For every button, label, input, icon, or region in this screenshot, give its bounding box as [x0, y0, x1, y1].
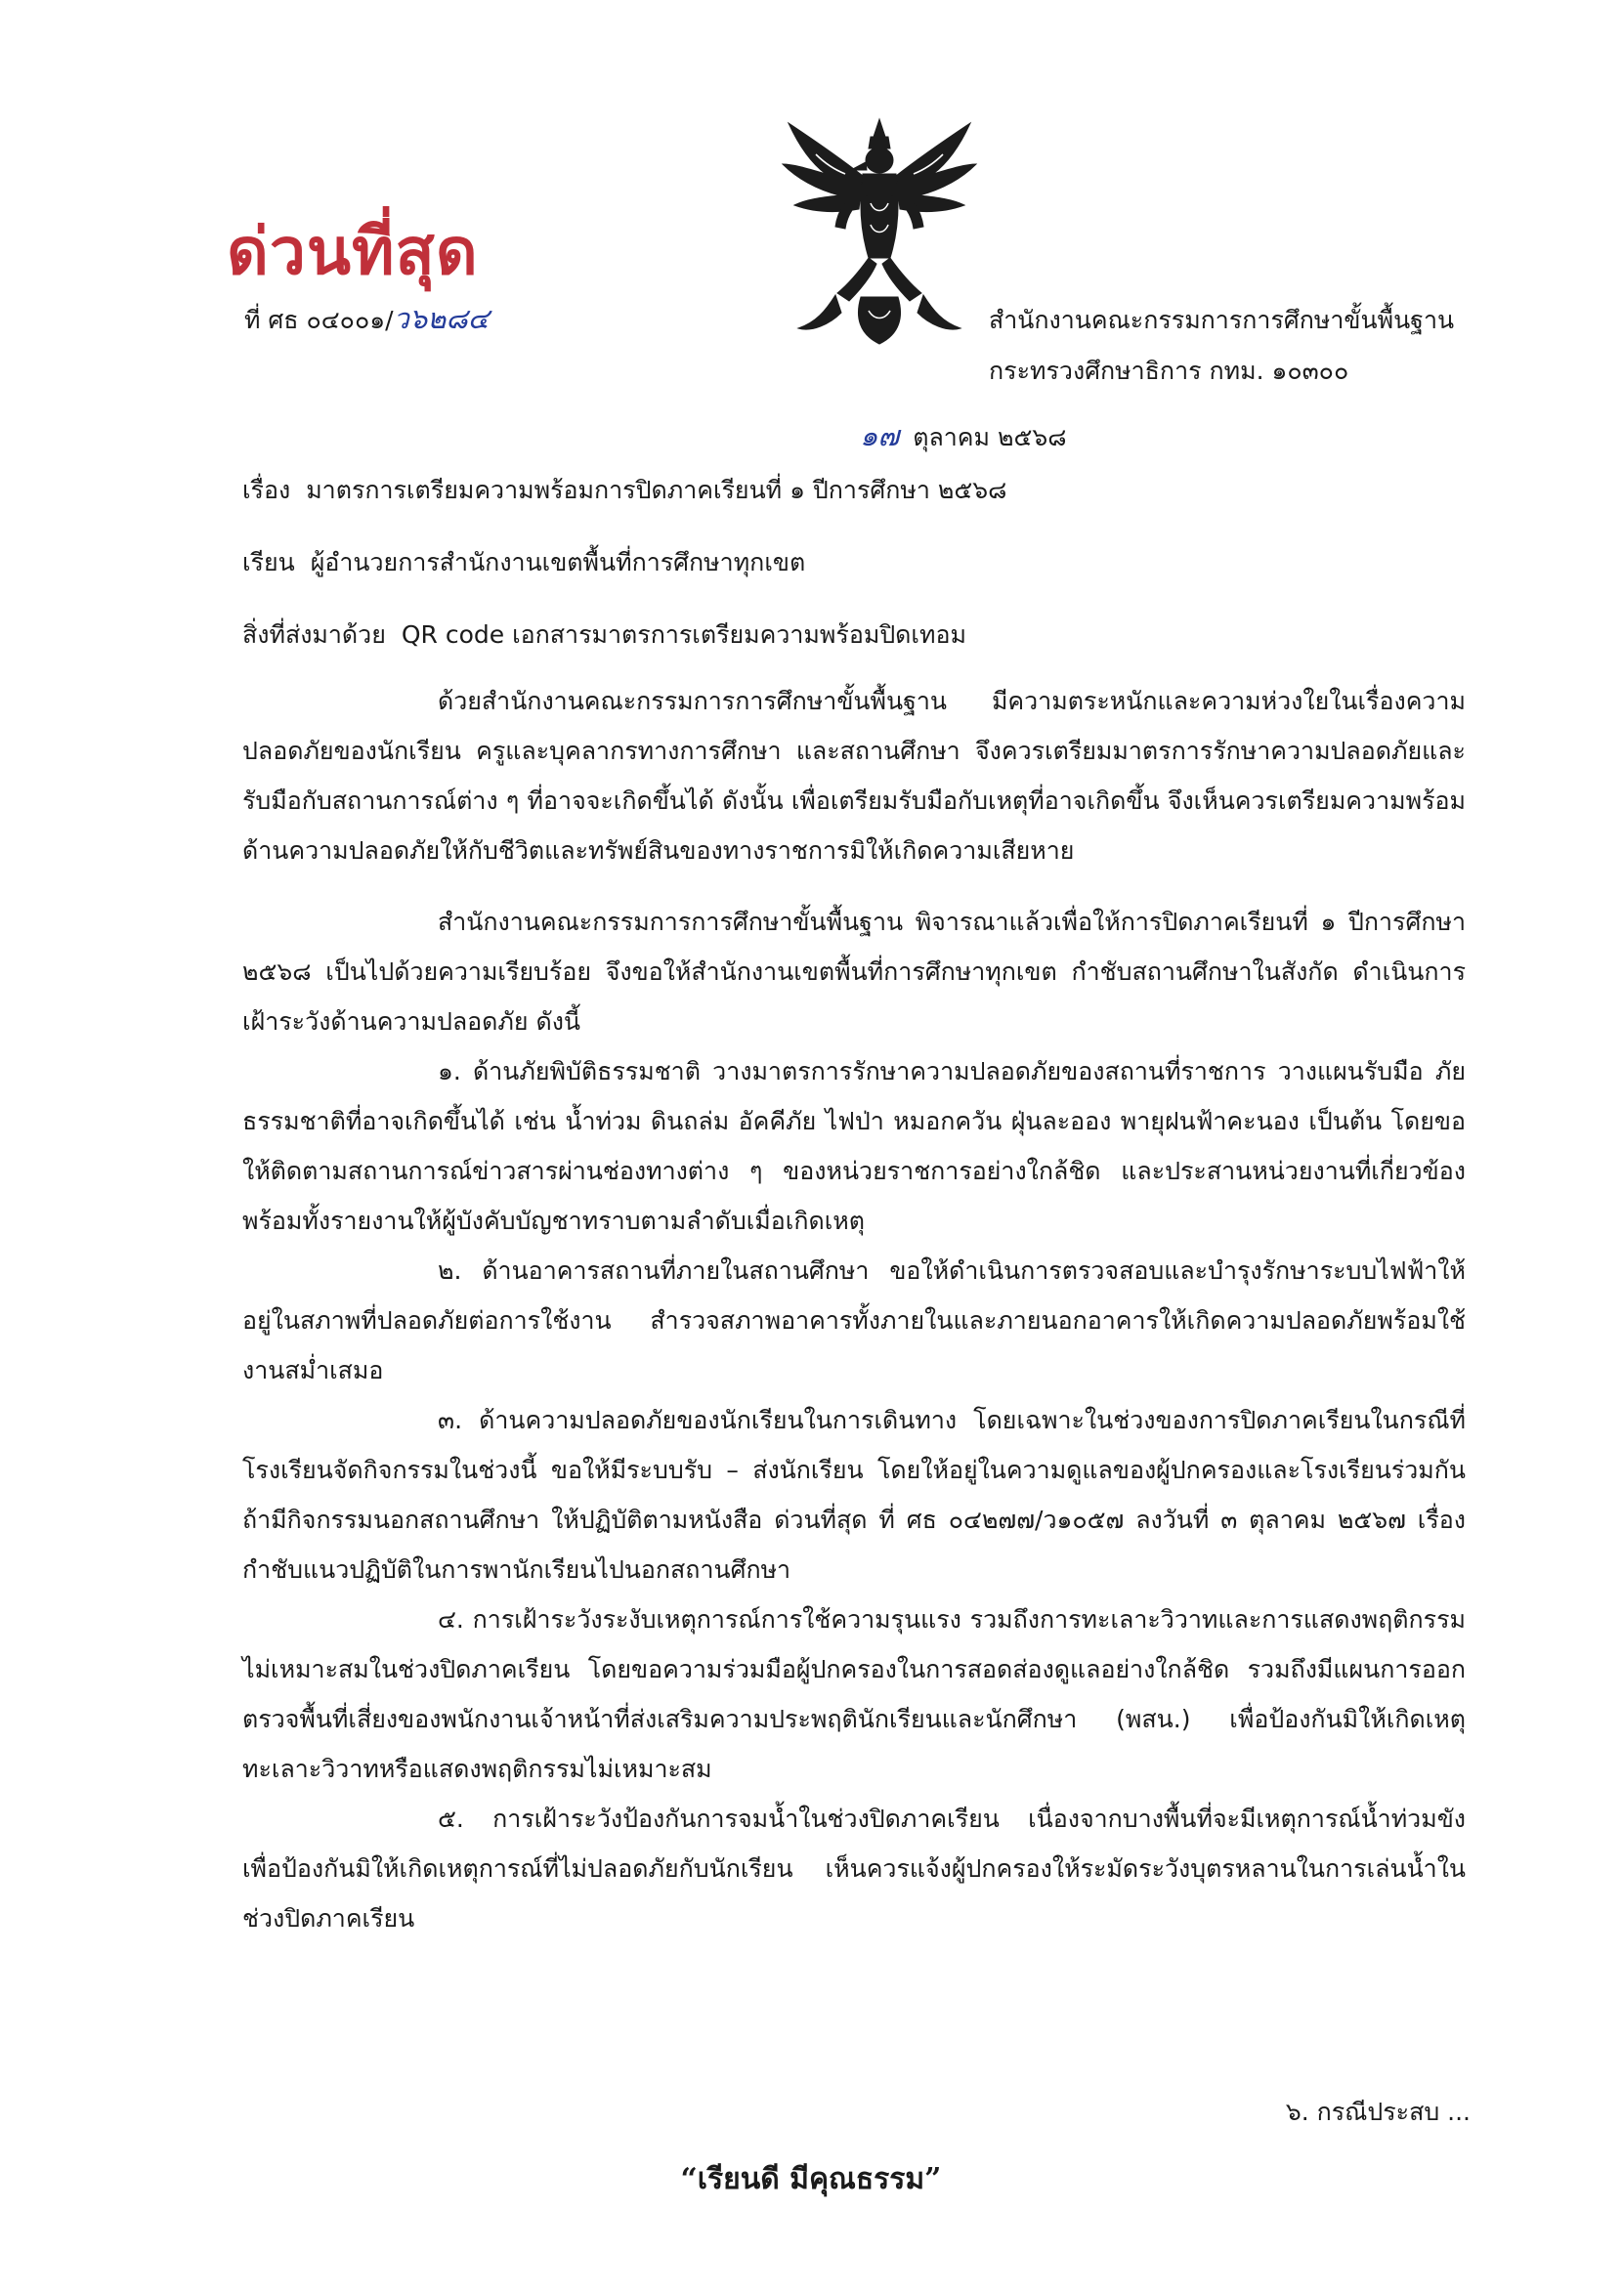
subject-line [242, 471, 1006, 510]
subject-label: เรื่อง [242, 476, 291, 504]
letter-date [860, 413, 1067, 458]
enclosure-line [242, 616, 966, 655]
enclosure-text: QR code เอกสารมาตรการเตรียมความพร้อมปิดเทอม [401, 620, 966, 649]
recipient-line [242, 543, 805, 582]
document-number-handwritten: ว๖๒๘๔ [393, 302, 490, 335]
body-paragraph-intro: ด้วยสำนักงานคณะกรรมการการศึกษาขั้นพื้นฐาน มีความตระหนักและความห่วงใยในเรื่องความปลอดภัยของนักเรียน ครูและบุคลากรทางการศึกษา และสถานศึกษา จึงควรเตรียมมาตรการรักษาความปลอดภัยและรับมือกับสถานการณ์ต่าง ๆ ที่อาจจะเกิดขึ้นได้ ดังนั้น เพื่อเตรียมรับมือกับเหตุที่อาจเกิดขึ้น จึงเห็นควรเตรียมความพร้อมด้านความปลอดภัยให้กับชีวิตและทรัพย์สินของทางราชการมิให้เกิดความเสียหาย [242, 687, 1466, 865]
footer-motto: “เรียนดี มีคุณธรรม” [680, 2162, 942, 2196]
body-item-2: ๒. ด้านอาคารสถานที่ภายในสถานศึกษา ขอให้ดำเนินการตรวจสอบและบำรุงรักษาระบบไฟฟ้าให้อยู่ในสภาพที่ปลอดภัยต่อการใช้งาน สำรวจสภาพอาคารทั้งภายในและภายนอกอาคารให้เกิดความปลอดภัยพร้อมใช้งานสม่ำเสมอ [242, 1256, 1466, 1384]
garuda-emblem-icon [777, 115, 982, 348]
agency-address [989, 295, 1454, 397]
subject-text: มาตรการเตรียมความพร้อมการปิดภาคเรียนที่ ๑ ปีการศึกษา ๒๕๖๘ [306, 476, 1007, 504]
document-number [244, 296, 490, 341]
body-item-4: ๔. การเฝ้าระวังระงับเหตุการณ์การใช้ความรุนแรง รวมถึงการทะเลาะวิวาทและการแสดงพฤติกรรมไม่เหมาะสมในช่วงปิดภาคเรียน โดยขอความร่วมมือผู้ปกครองในการสอดส่องดูแลอย่างใกล้ชิด รวมถึงมีแผนการออกตรวจพื้นที่เสี่ยงของพนักงานเจ้าหน้าที่ส่งเสริมความประพฤตินักเรียนและนักศึกษา (พสน.) เพื่อป้องกันมิให้เกิดเหตุทะเลาะวิวาทหรือแสดงพฤติกรรมไม่เหมาะสม [242, 1605, 1466, 1783]
body-item-3: ๓. ด้านความปลอดภัยของนักเรียนในการเดินทาง โดยเฉพาะในช่วงของการปิดภาคเรียนในกรณีที่โรงเรียนจัดกิจกรรมในช่วงนี้ ขอให้มีระบบรับ – ส่งนักเรียน โดยให้อยู่ในความดูแลของผู้ปกครองและโรงเรียนร่วมกัน ถ้ามีกิจกรรมนอกสถานศึกษา ให้ปฏิบัติตามหนังสือ ด่วนที่สุด ที่ ศธ ๐๔๒๗๗/ว๑๐๕๗ ลงวันที่ ๓ ตุลาคม ๒๕๖๗ เรื่อง กำชับแนวปฏิบัติในการพานักเรียนไปนอกสถานศึกษา [242, 1406, 1466, 1584]
urgency-stamp: ด่วนที่สุด [227, 213, 479, 289]
recipient-label: เรียน [242, 548, 295, 576]
body-item-1: ๑. ด้านภัยพิบัติธรรมชาติ วางมาตรการรักษาความปลอดภัยของสถานที่ราชการ วางแผนรับมือ ภัยธรรมชาติที่อาจเกิดขึ้นได้ เช่น น้ำท่วม ดินถล่ม อัคคีภัย ไฟป่า หมอกควัน ฝุ่นละออง พายุฝนฟ้าคะนอง เป็นต้น โดยขอให้ติดตามสถานการณ์ข่าวสารผ่านช่องทางต่าง ๆ ของหน่วยราชการอย่างใกล้ชิด และประสานหน่วยงานที่เกี่ยวข้องพร้อมทั้งรายงานให้ผู้บังคับบัญชาทราบตามลำดับเมื่อเกิดเหตุ [242, 1057, 1466, 1235]
enclosure-label: สิ่งที่ส่งมาด้วย [242, 620, 386, 649]
letter-body [242, 676, 1466, 1943]
document-number-prefix: ที่ ศธ ๐๔๐๐๑/ [244, 306, 394, 334]
continuation-marker: ๖. กรณีประสบ ... [1285, 2098, 1471, 2126]
agency-name: สำนักงานคณะกรรมการการศึกษาขั้นพื้นฐาน [989, 306, 1455, 334]
date-month-year: ตุลาคม ๒๕๖๘ [913, 423, 1067, 451]
recipient-text: ผู้อำนวยการสำนักงานเขตพื้นที่การศึกษาทุกเขต [310, 548, 806, 576]
agency-ministry-postal: กระทรวงศึกษาธิการ กทม. ๑๐๓๐๐ [989, 357, 1349, 385]
date-day-handwritten: ๑๗ [860, 419, 900, 452]
body-paragraph-request: สำนักงานคณะกรรมการการศึกษาขั้นพื้นฐาน พิจารณาแล้วเพื่อให้การปิดภาคเรียนที่ ๑ ปีการศึกษา ๒๕๖๘ เป็นไปด้วยความเรียบร้อย จึงขอให้สำนักงานเขตพื้นที่การศึกษาทุกเขต กำชับสถานศึกษาในสังกัด ดำเนินการเฝ้าระวังด้านความปลอดภัย ดังนี้ [242, 908, 1466, 1036]
body-item-5: ๕. การเฝ้าระวังป้องกันการจมน้ำในช่วงปิดภาคเรียน เนื่องจากบางพื้นที่จะมีเหตุการณ์น้ำท่วมขัง เพื่อป้องกันมิให้เกิดเหตุการณ์ที่ไม่ปลอดภัยกับนักเรียน เห็นควรแจ้งผู้ปกครองให้ระมัดระวังบุตรหลานในการเล่นน้ำในช่วงปิดภาคเรียน [242, 1805, 1466, 1933]
